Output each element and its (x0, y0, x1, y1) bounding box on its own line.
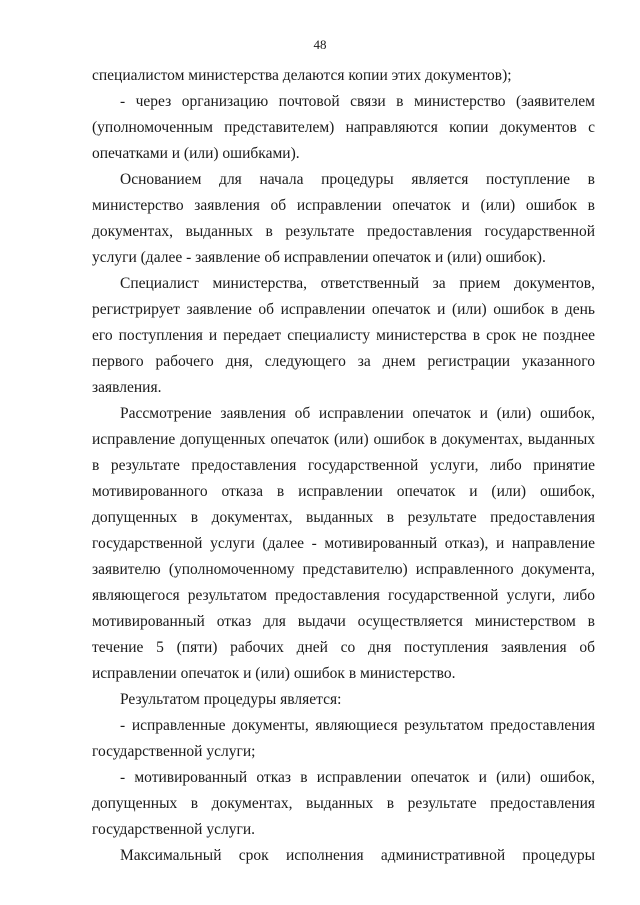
paragraph-registration: Специалист министерства, ответственный за прием документов, регистрирует заявление об исправлении опечаток и (или) ошибок в день его поступления и передает специалисту министерства в срок не позднее первого рабочего дня, следующего за днем регистрации указанного заявления. (92, 275, 595, 396)
paragraph-result-item-refusal: - мотивированный отказ в исправлении опечаток и (или) ошибок, допущенных в документах, выданных в результате предоставления государственной услуги. (92, 769, 595, 838)
paragraph-review: Рассмотрение заявления об исправлении опечаток и (или) ошибок, исправление допущенных опечаток (или) ошибок в документах, выданных в результате предоставления государственной услуги, либо принятие мотивированного отказа в исправлении опечаток и (или) ошибок, допущенных в документах, выданных в результате предоставления государственной услуги (далее - мотивированный отказ), и направление заявителю (уполномоченному представителю) исправленного документа, являющегося результатом предоставления государственной услуги, либо мотивированный отказ для выдачи осуществляется министерством в течение 5 (пяти) рабочих дней со дня поступления заявления об исправлении опечаток и (или) ошибок в министерство. (92, 405, 595, 682)
paragraph-result-heading: Результатом процедуры является: (120, 691, 342, 708)
paragraph-continuation: специалистом министерства делаются копии этих документов); (92, 67, 512, 84)
paragraph-postal-delivery: - через организацию почтовой связи в министерство (заявителем (уполномоченным представителем) направляются копии документов с опечатками и (или) ошибками). (92, 93, 595, 162)
page-number: 48 (313, 37, 327, 52)
paragraph-procedure-basis: Основанием для начала процедуры является поступление в министерство заявления об исправлении опечаток и (или) ошибок в документах, выданных в результате предоставления государственной услуги (далее - заявление об исправлении опечаток и (или) ошибок). (92, 171, 595, 266)
document-body (92, 63, 595, 869)
paragraph-max-term: Максимальный срок исполнения административной процедуры (120, 847, 595, 864)
paragraph-result-item-corrected: - исправленные документы, являющиеся результатом предоставления государственной услуги; (92, 717, 595, 760)
